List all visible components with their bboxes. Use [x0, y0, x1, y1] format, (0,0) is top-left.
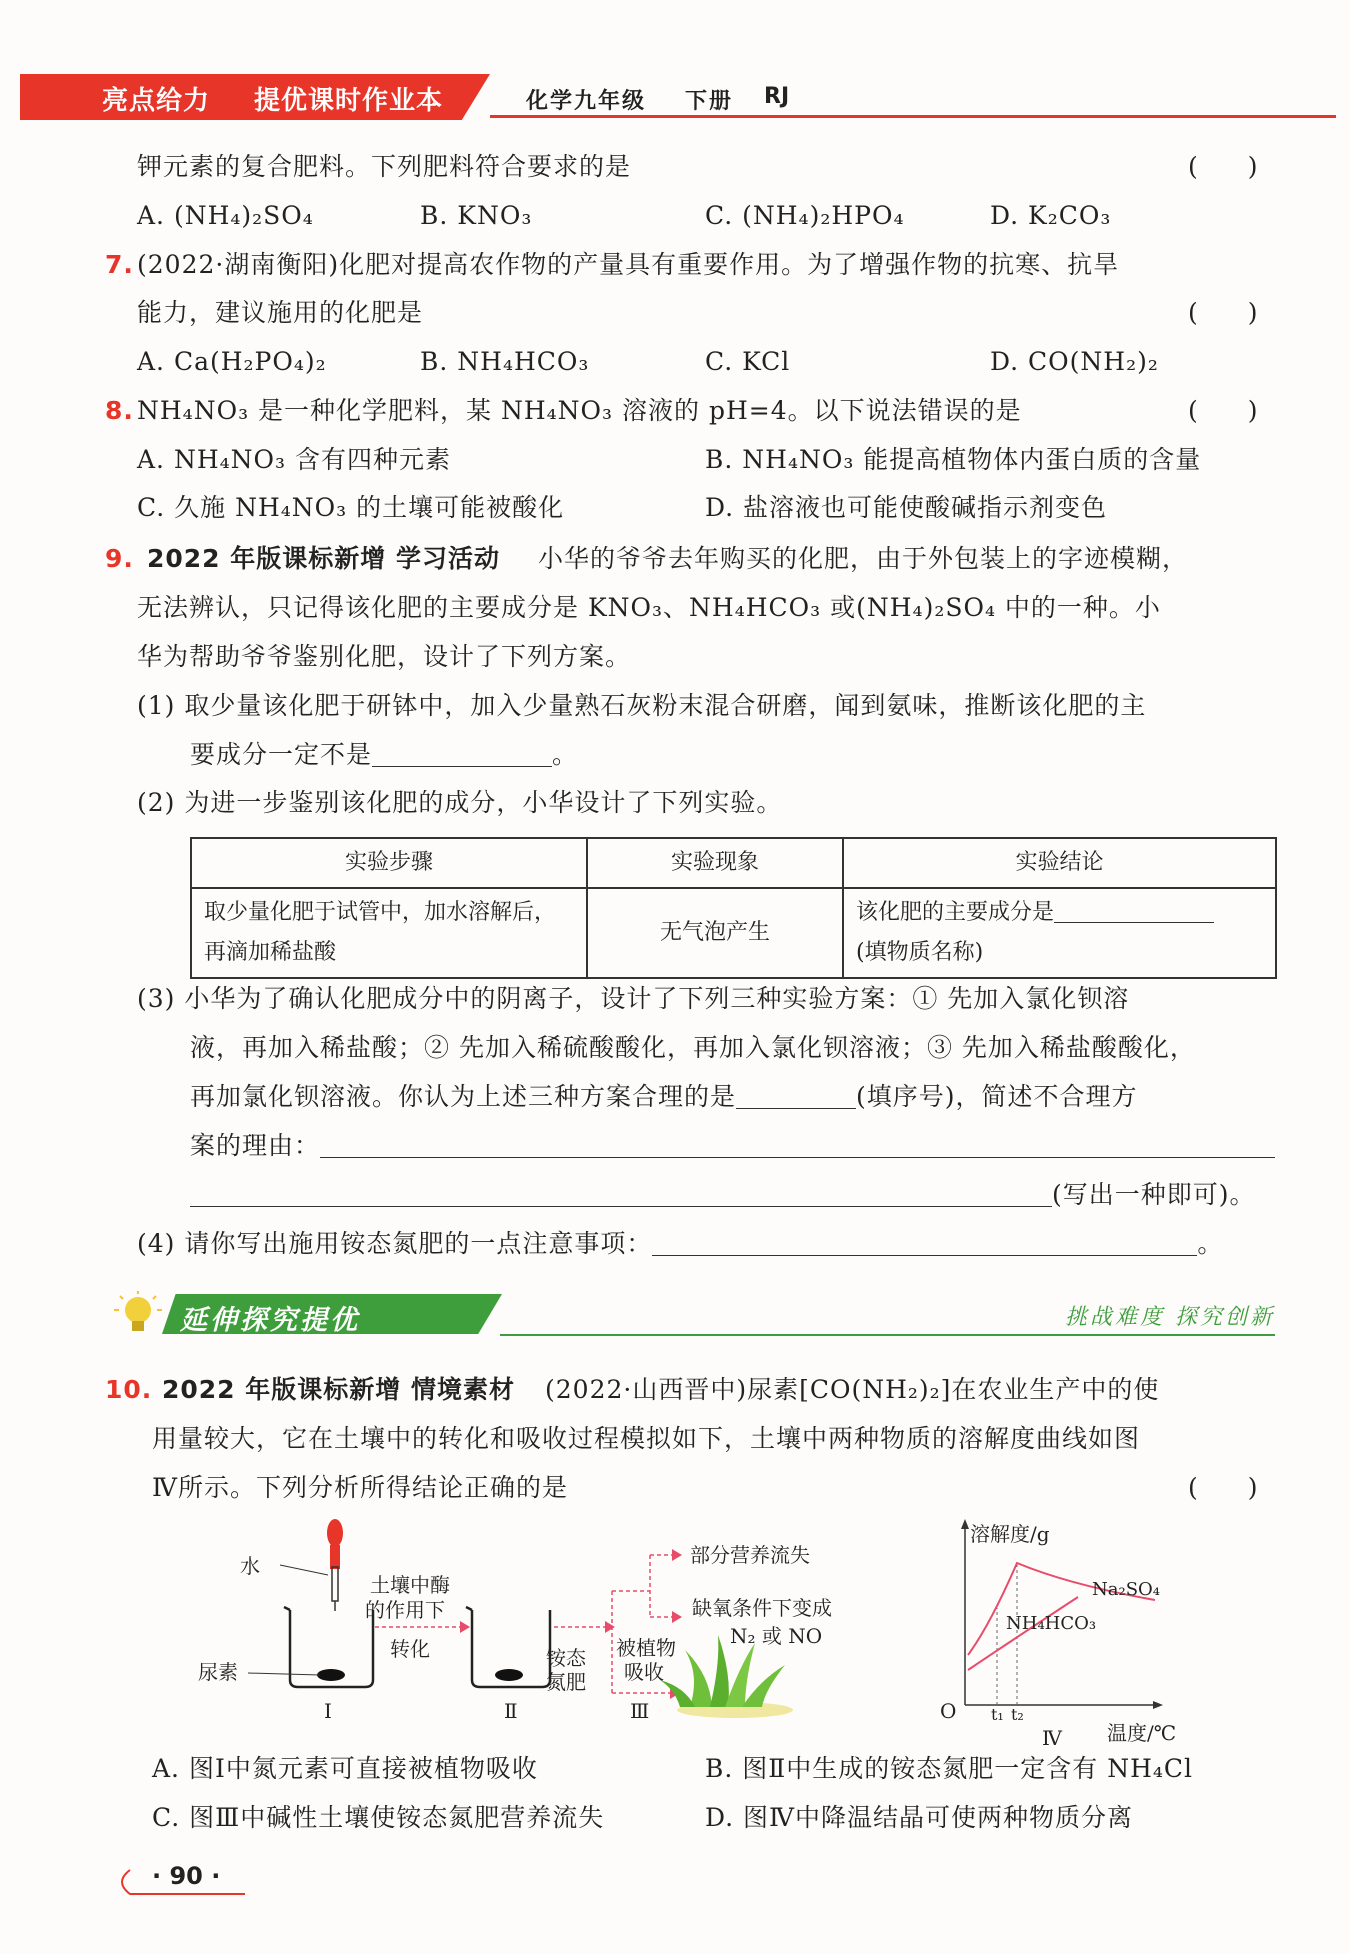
conclusion-line2: (填物质名称): [856, 940, 984, 965]
label-enzyme-1: 土壤中酶: [370, 1573, 450, 1597]
t1-label: t₁: [991, 1705, 1004, 1724]
lightbulb-icon: [108, 1290, 168, 1340]
q9-part1-text: 要成分一定不是: [190, 740, 373, 769]
section-banner: [100, 1290, 1275, 1338]
q9-number: 9.: [105, 544, 134, 573]
fig-label-2: Ⅱ: [504, 1699, 518, 1723]
q7-option-a: A. Ca(H₂PO₄)₂: [137, 347, 327, 376]
conclusion-blank[interactable]: [1054, 900, 1214, 923]
q9-part3-text: 再加氯化钡溶液。你认为上述三种方案合理的是: [190, 1082, 737, 1111]
label-nutrient-loss: 部分营养流失: [690, 1543, 810, 1567]
header-volume: 下册: [685, 89, 734, 114]
q9-part3-line2: 液，再加入稀盐酸；② 先加入稀硫酸酸化，再加入氯化钡溶液；③ 先加入稀盐酸酸化，: [190, 1033, 1196, 1062]
q6-option-d: D. K₂CO₃: [990, 201, 1112, 230]
label-anoxic: 缺氧条件下变成: [692, 1596, 832, 1620]
q7-answer-paren: ( ): [1188, 298, 1258, 327]
q10-tag: 2022 年版课标新增 情境素材: [162, 1375, 515, 1404]
q9-line1: 小华的爷爷去年购买的化肥，由于外包装上的字迹模糊，: [538, 544, 1189, 573]
header-series: 提优课时作业本: [254, 86, 444, 116]
q10-option-d: D. 图Ⅳ中降温结晶可使两种物质分离: [705, 1803, 1134, 1832]
banner-subtitle: 挑战难度 探究创新: [1065, 1305, 1275, 1330]
table-cell-phenomenon: 无气泡产生: [587, 888, 843, 978]
t2-label: t₂: [1011, 1705, 1024, 1724]
q9-part4-end: 。: [1197, 1229, 1224, 1258]
label-ammonium-1: 铵态: [546, 1646, 586, 1670]
label-water: 水: [240, 1554, 260, 1578]
q9-line3: 华为帮助爷爷鉴别化肥，设计了下列方案。: [137, 642, 632, 671]
header-edition: RJ: [764, 84, 790, 109]
q9-part3-text2: (填序号)，简述不合理方: [856, 1082, 1138, 1111]
q7-option-c: C. KCl: [705, 347, 791, 376]
q9-part3-blank-choice[interactable]: [736, 1082, 856, 1109]
q6-stem: 钾元素的复合肥料。下列肥料符合要求的是: [137, 152, 632, 181]
q10-answer-paren: ( ): [1188, 1473, 1258, 1502]
step-line1: 取少量化肥于试管中，加水溶解后，: [204, 900, 557, 925]
table-row: [191, 888, 1276, 978]
q9-part3-blank-reason2[interactable]: [190, 1180, 1052, 1207]
q8-number: 8.: [105, 396, 134, 425]
q9-part2: (2) 为进一步鉴别该化肥的成分，小华设计了下列实验。: [137, 788, 783, 817]
dropper-icon: [327, 1519, 343, 1611]
urea-process-figure: [198, 1515, 1220, 1750]
q9-line2: 无法辨认，只记得该化肥的主要成分是 KNO₃、NH₄HCO₃ 或(NH₄)₂SO₄ 中的一种。小: [137, 593, 1161, 622]
q8-answer-paren: ( ): [1188, 396, 1258, 425]
q9-part3-line1: (3) 小华为了确认化肥成分中的阴离子，设计了下列三种实验方案：① 先加入氯化钡溶: [137, 984, 1130, 1013]
q9-part3-note: (写出一种即可)。: [1052, 1180, 1256, 1209]
table-cell-step: [191, 888, 587, 978]
q9-part1-line2: [190, 738, 578, 772]
banner-title: 延伸探究提优: [180, 1305, 360, 1336]
conclusion-line1: [856, 893, 1263, 933]
page-number: · 90 ·: [152, 1862, 221, 1890]
q10-number: 10.: [105, 1375, 153, 1404]
q6-answer-paren: ( ): [1188, 152, 1258, 181]
header-subject: 化学九年级: [526, 89, 647, 114]
banner-rule: [500, 1334, 1275, 1336]
q10-option-c: C. 图Ⅲ中碱性土壤使铵态氮肥营养流失: [152, 1803, 605, 1832]
q9-part1-line1: (1) 取少量该化肥于研钵中，加入少量熟石灰粉末混合研磨，闻到氨味，推断该化肥的主: [137, 691, 1147, 720]
q9-part4-blank[interactable]: [652, 1229, 1197, 1256]
beaker-2-icon: [466, 1607, 550, 1687]
label-enzyme-2: 的作用下: [365, 1598, 445, 1622]
q6-option-a: A. (NH₄)₂SO₄: [137, 201, 314, 230]
label-convert: 转化: [390, 1637, 430, 1661]
q6-option-c: C. (NH₄)₂HPO₄: [705, 201, 905, 230]
q7-line2: 能力，建议施用的化肥是: [137, 298, 424, 327]
q8-option-c: C. 久施 NH₄NO₃ 的土壤可能被酸化: [137, 493, 565, 522]
q9-part4: [137, 1227, 1223, 1261]
origin-label: O: [940, 1699, 957, 1723]
q8-option-d: D. 盐溶液也可能使酸碱指示剂变色: [705, 493, 1108, 522]
q9-part3-line4: [190, 1129, 1275, 1163]
q8-stem: NH₄NO₃ 是一种化学肥料，某 NH₄NO₃ 溶液的 pH=4。以下说法错误的是: [137, 396, 1022, 425]
table-cell-conclusion: [843, 888, 1276, 978]
q9-part4-text: (4) 请你写出施用铵态氮肥的一点注意事项：: [137, 1229, 653, 1258]
q7-number: 7.: [105, 250, 134, 279]
step-line2: 再滴加稀盐酸: [204, 940, 337, 965]
q7-option-b: B. NH₄HCO₃: [420, 347, 590, 376]
header-brand: 亮点给力: [102, 86, 211, 116]
q10-option-a: A. 图Ⅰ中氮元素可直接被植物吸收: [152, 1754, 538, 1783]
q7-line1: (2022·湖南衡阳)化肥对提高农作物的产量具有重要作用。为了增强作物的抗寒、抗旱: [137, 250, 1120, 279]
fig-label-3: Ⅲ: [630, 1699, 650, 1723]
experiment-table: [190, 837, 1277, 979]
q10-line1: (2022·山西晋中)尿素[CO(NH₂)₂]在农业生产中的使: [545, 1375, 1160, 1404]
label-absorb-2: 吸收: [624, 1660, 664, 1684]
q8-option-a: A. NH₄NO₃ 含有四种元素: [137, 445, 451, 474]
q9-part3-line5: [190, 1178, 1256, 1212]
q10-line2: 用量较大，它在土壤中的转化和吸收过程模拟如下，土壤中两种物质的溶解度曲线如图: [152, 1424, 1141, 1453]
page-header: [20, 74, 1336, 120]
table-header: 实验结论: [843, 838, 1276, 888]
q9-part1-end: 。: [552, 740, 579, 769]
q7-option-d: D. CO(NH₂)₂: [990, 347, 1159, 376]
q9-part3-line3: [190, 1080, 1138, 1114]
label-urea: 尿素: [198, 1660, 238, 1684]
q6-option-b: B. KNO₃: [420, 201, 533, 230]
label-na2so4: Na₂SO₄: [1092, 1579, 1161, 1600]
label-nh4hco3: NH₄HCO₃: [1006, 1613, 1097, 1634]
label-ammonium-2: 氮肥: [546, 1670, 586, 1694]
q9-part3-blank-reason[interactable]: [320, 1131, 1275, 1158]
q10-line3: Ⅳ所示。下列分析所得结论正确的是: [152, 1473, 568, 1502]
q8-option-b: B. NH₄NO₃ 能提高植物体内蛋白质的含量: [705, 445, 1202, 474]
table-header: 实验步骤: [191, 838, 587, 888]
q9-part1-blank[interactable]: [372, 740, 552, 767]
label-n2-no: N₂ 或 NO: [730, 1624, 823, 1648]
fig-label-1: Ⅰ: [324, 1699, 332, 1723]
header-rule: [490, 115, 1336, 118]
x-axis-label: 温度/℃: [1107, 1721, 1177, 1745]
conclusion-text: 该化肥的主要成分是: [856, 900, 1055, 925]
q9-part3-reason-label: 案的理由：: [190, 1131, 321, 1160]
solubility-chart: [940, 1519, 1176, 1750]
q9-tag: 2022 年版课标新增 学习活动: [147, 544, 500, 573]
beaker-1-icon: [284, 1607, 373, 1687]
table-header: 实验现象: [587, 838, 843, 888]
fig-label-4: Ⅳ: [1042, 1726, 1062, 1750]
y-axis-label: 溶解度/g: [970, 1522, 1050, 1546]
table-header-row: [191, 838, 1276, 888]
label-absorb-1: 被植物: [616, 1636, 676, 1660]
q10-option-b: B. 图Ⅱ中生成的铵态氮肥一定含有 NH₄Cl: [705, 1754, 1194, 1783]
